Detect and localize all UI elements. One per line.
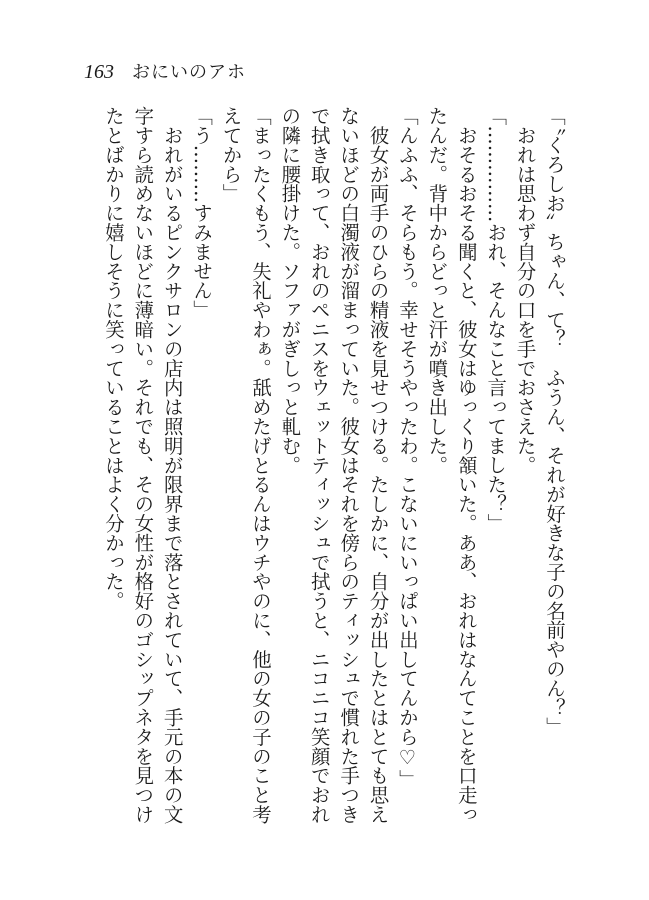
text-line: たんだ。背中からどっと汗が噴き出した。 xyxy=(425,106,449,475)
text-line: 「まったくもう、失礼やわぁ。舐めたげとるんはウチやのに、他の女の子のこと考 xyxy=(248,106,272,824)
text-line: おそるおそる聞くと、彼女はゆっくり頷いた。ああ、おれはなんてことを口走っ xyxy=(454,106,478,824)
text-line: 彼女が両手のひらの精液を見せつける。たしかに、自分が出したとはとても思え xyxy=(366,106,390,824)
page-number: 163 xyxy=(84,61,114,83)
text-line: おれがいるピンクサロンの店内は照明が限界まで落とされていて、手元の本の文 xyxy=(160,106,184,824)
text-line: たとばかりに嬉しそうに笑っていることはよく分かった。 xyxy=(101,106,125,611)
text-line: えてから」 xyxy=(219,106,243,203)
text-line: 「う………すみません」 xyxy=(190,106,214,320)
chapter-title: おにいのアホ xyxy=(132,62,247,83)
text-line: で拭き取って、おれのペニスをウェットティッシュで拭うと、ニコニコ笑顔でおれ xyxy=(307,106,331,824)
text-line: の隣に腰掛けた。ソファがぎしっと軋む。 xyxy=(278,106,302,475)
text-line: 「……………おれ、そんなこと言ってました？」 xyxy=(484,106,508,533)
running-head xyxy=(84,58,246,84)
body-text xyxy=(101,106,569,836)
text-line: 「んふふ、そらもう。幸せそうやったわ。こないにいっぱい出してんから♡」 xyxy=(395,106,419,789)
text-line: 字すら読めないほどに薄暗い。それでも、その女性が格好のゴシップネタを見つけ xyxy=(131,106,155,824)
text-line: おれは思わず自分の口を手でおさえた。 xyxy=(513,106,537,475)
text-line: ないほどの白濁液が溜まっていた。彼女はそれを傍らのティッシュで慣れた手つき xyxy=(337,106,361,824)
text-line: 「〝くろしお〟ちゃん、て？ ふうん、それが好きな子の名前やのん？」 xyxy=(543,106,566,737)
